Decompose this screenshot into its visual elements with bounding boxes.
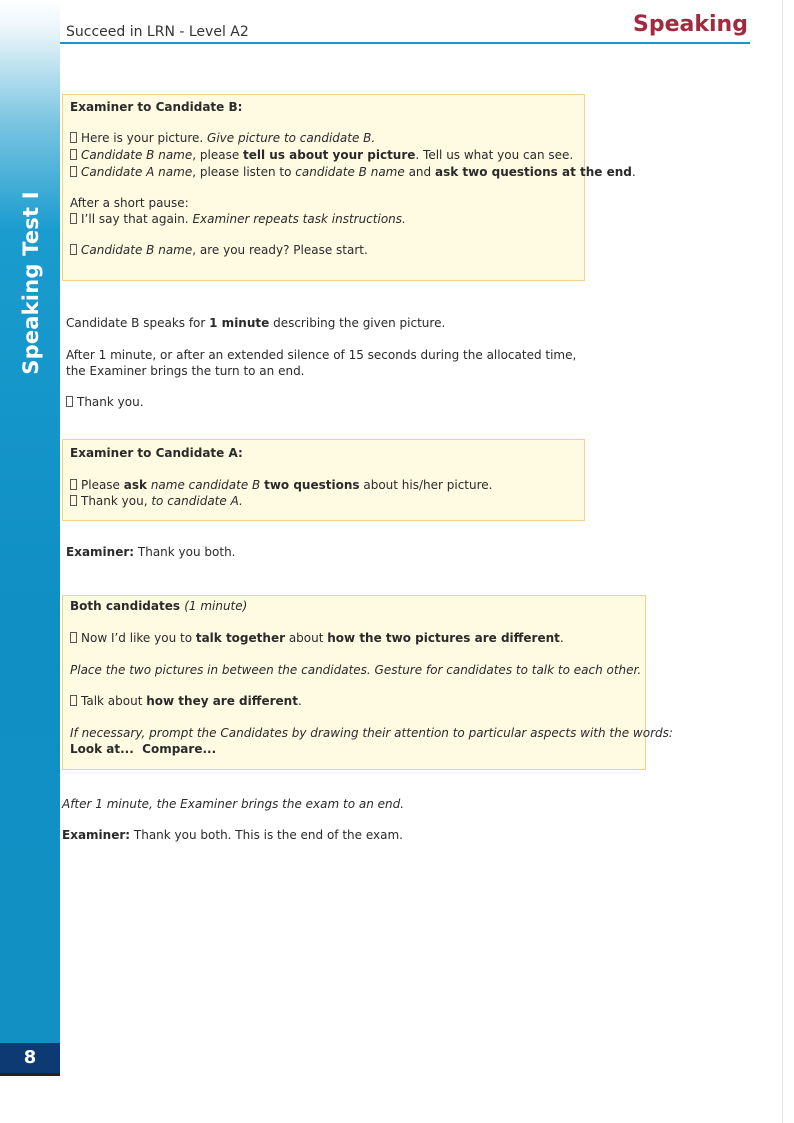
bullet-icon: [70, 695, 77, 706]
box3-line-3: Talk about how they are different.: [70, 694, 302, 709]
turn-end-text-2: the Examiner brings the turn to an end.: [66, 364, 305, 378]
box1-line-3: Candidate A name, please listen to candidate B name and ask two questions at the end.: [70, 165, 636, 180]
header-rule: [60, 42, 750, 44]
end-of-exam-text: Examiner: Thank you both. This is the end of the exam.: [62, 828, 403, 842]
page-number-underline: [0, 1073, 60, 1076]
bullet-icon: [70, 166, 77, 177]
bullet-icon: [70, 495, 77, 506]
candidate-b-speaks-text: Candidate B speaks for 1 minute describing the given picture.: [66, 316, 446, 330]
header-book-title: Succeed in LRN - Level A2: [66, 24, 249, 40]
sidebar-title: Speaking Test I: [19, 191, 43, 375]
bullet-icon: [70, 149, 77, 160]
box1-line-2: Candidate B name, please tell us about your picture. Tell us what you can see.: [70, 148, 573, 163]
box2-line-2: Thank you, to candidate A.: [70, 494, 243, 509]
box3-line-5: Look at... Compare...: [70, 742, 217, 756]
box1-line-5: Candidate B name, are you ready? Please start.: [70, 243, 368, 258]
box1-line-4: I’ll say that again. Examiner repeats task instructions.: [70, 212, 406, 227]
bullet-icon: [70, 479, 77, 490]
box3-line-1: Now I’d like you to talk together about how the two pictures are different.: [70, 631, 564, 646]
box3-title: Both candidates (1 minute): [70, 599, 248, 613]
box3-line-2: Place the two pictures in between the candidates. Gesture for candidates to talk to each other.: [70, 663, 642, 677]
turn-end-text-1: After 1 minute, or after an extended silence of 15 seconds during the allocated time,: [66, 348, 577, 362]
thank-you-text: Thank you.: [66, 395, 144, 410]
thank-you-both-text: Examiner: Thank you both.: [66, 545, 236, 559]
box1-pause: After a short pause:: [70, 196, 189, 210]
bullet-icon: [70, 632, 77, 643]
page-edge: [782, 0, 783, 1123]
bullet-icon: [66, 396, 73, 407]
box1-line-1: Here is your picture. Give picture to candidate B.: [70, 131, 375, 146]
page-number: 8: [0, 1043, 60, 1073]
bullet-icon: [70, 244, 77, 255]
exam-end-text: After 1 minute, the Examiner brings the exam to an end.: [62, 797, 405, 811]
header-section-title: Speaking: [633, 12, 748, 37]
box3-line-4: If necessary, prompt the Candidates by drawing their attention to particular aspects with the words:: [70, 726, 673, 740]
box2-line-1: Please ask name candidate B two questions about his/her picture.: [70, 478, 492, 493]
bullet-icon: [70, 213, 77, 224]
box2-title: Examiner to Candidate A:: [70, 446, 243, 460]
box1-title: Examiner to Candidate B:: [70, 100, 243, 114]
bullet-icon: [70, 132, 77, 143]
